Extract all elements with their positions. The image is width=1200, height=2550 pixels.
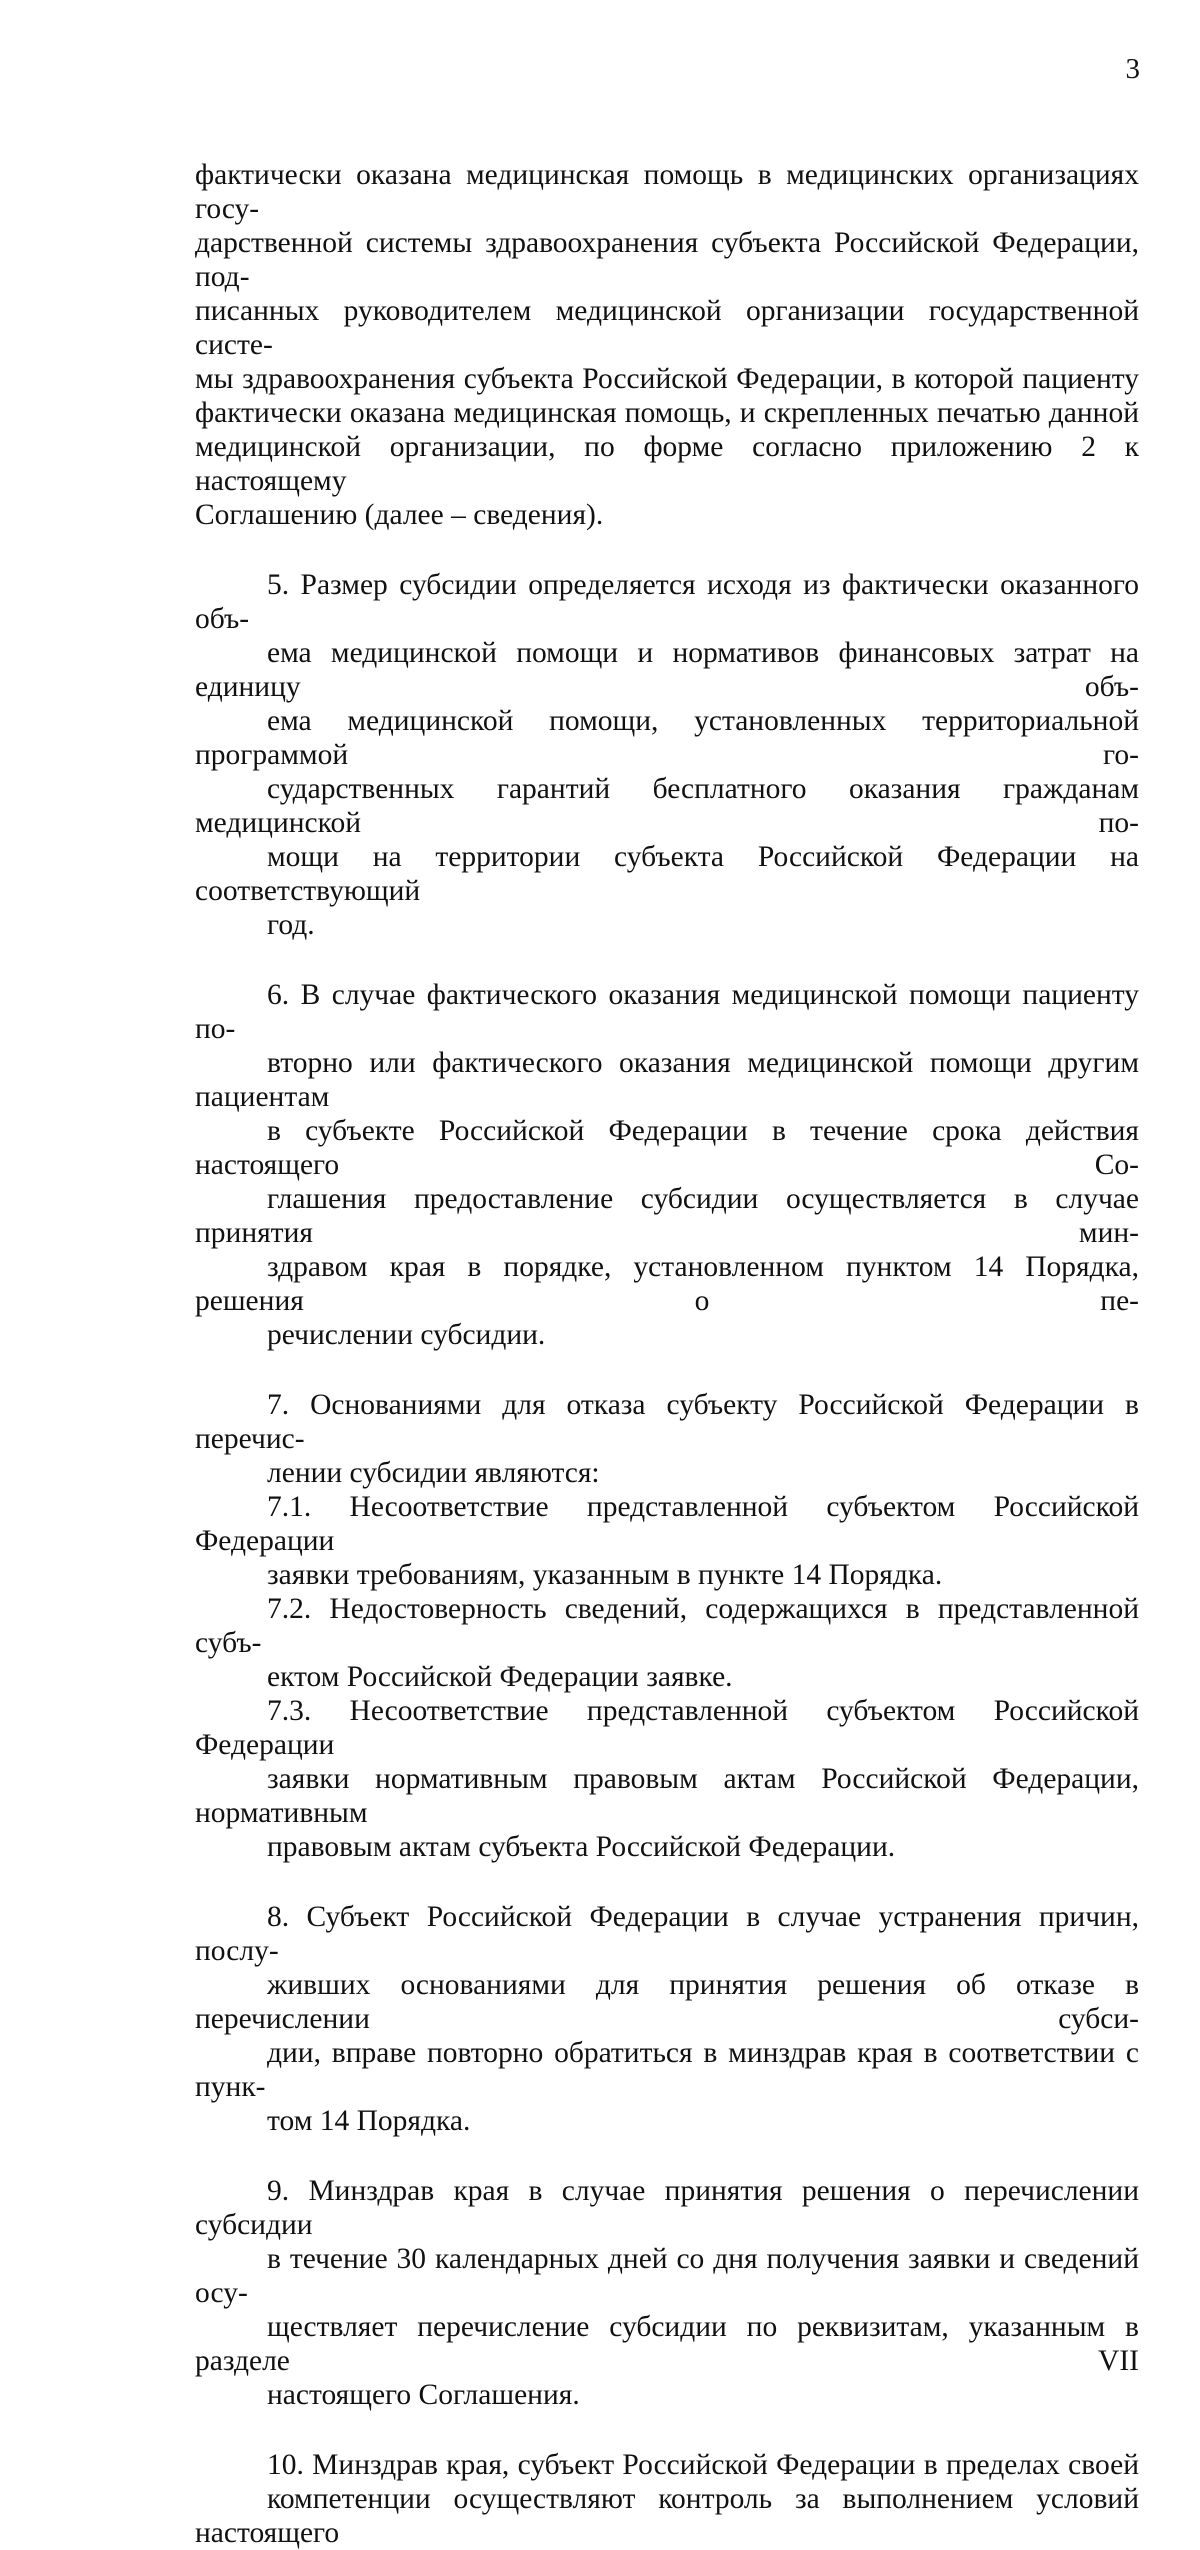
- text-line: ема медицинской помощи и нормативов финансовых затрат на единицу объ-: [195, 637, 1139, 703]
- text-line: мы здравоохранения субъекта Российской Федерации, в которой пациенту: [195, 363, 1139, 395]
- text-line: дарственной системы здравоохранения субъекта Российской Федерации, под-: [195, 227, 1139, 293]
- text-line: заявки требованиям, указанным в пункте 14 Порядка.: [267, 1559, 943, 1591]
- paragraph-item-10: [195, 2448, 1139, 2550]
- text-line: медицинской организации, по форме согласно приложению 2 к настоящему: [195, 431, 1139, 497]
- text-line: лении субсидии являются:: [267, 1457, 600, 1489]
- text-line: 6. В случае фактического оказания медицинской помощи пациенту по-: [195, 979, 1139, 1045]
- text-line: 10. Минздрав края, субъект Российской Федерации в пределах своей: [267, 2449, 1139, 2481]
- text-line: фактически оказана медицинская помощь, и скрепленных печатью данной: [195, 397, 1139, 429]
- document-body: [195, 158, 1139, 2550]
- paragraph-item-7-1: [195, 1490, 1139, 1592]
- text-line: дии, вправе повторно обратиться в минздрав края в соответствии с пунк-: [195, 2037, 1139, 2103]
- paragraph-item-7-3: [195, 1694, 1139, 1864]
- paragraph-item-9: [195, 2174, 1139, 2412]
- text-line: компетенции осуществляют контроль за выполнением условий настоящего: [195, 2483, 1139, 2549]
- text-line: живших основаниями для принятия решения об отказе в перечислении субси-: [195, 1969, 1139, 2035]
- text-line: 7. Основаниями для отказа субъекту Российской Федерации в перечис-: [195, 1389, 1139, 1455]
- text-line: 9. Минздрав края в случае принятия решения о перечислении субсидии: [195, 2175, 1139, 2241]
- text-line: 5. Размер субсидии определяется исходя из фактически оказанного объ-: [195, 569, 1139, 635]
- text-line: 7.1. Несоответствие представленной субъектом Российской Федерации: [195, 1491, 1139, 1557]
- paragraph-item-6: [195, 978, 1139, 1352]
- text-line: сударственных гарантий бесплатного оказания гражданам медицинской по-: [195, 773, 1139, 839]
- text-line: мощи на территории субъекта Российской Федерации на соответствующий: [195, 841, 1139, 907]
- text-line: 7.2. Недостоверность сведений, содержащихся в представленной субъ-: [195, 1593, 1139, 1659]
- text-line: в течение 30 календарных дней со дня получения заявки и сведений осу-: [195, 2243, 1139, 2309]
- text-line: год.: [267, 909, 315, 941]
- text-line: 8. Субъект Российской Федерации в случае устранения причин, послу-: [195, 1901, 1139, 1967]
- text-line: ема медицинской помощи, установленных территориальной программой го-: [195, 705, 1139, 771]
- text-line: фактически оказана медицинская помощь в медицинских организациях госу-: [195, 159, 1139, 225]
- paragraph-item-8: [195, 1900, 1139, 2138]
- paragraph-continuation: [195, 158, 1139, 532]
- text-line: 7.3. Несоответствие представленной субъектом Российской Федерации: [195, 1695, 1139, 1761]
- paragraph-item-7-2: [195, 1592, 1139, 1694]
- text-line: вторно или фактического оказания медицинской помощи другим пациентам: [195, 1047, 1139, 1113]
- page-number: 3: [1125, 53, 1140, 85]
- paragraph-item-7: [195, 1388, 1139, 1490]
- text-line: заявки нормативным правовым актам Российской Федерации, нормативным: [195, 1763, 1139, 1829]
- text-line: том 14 Порядка.: [267, 2105, 471, 2137]
- text-line: здравом края в порядке, установленном пунктом 14 Порядка, решения о пе-: [195, 1251, 1139, 1317]
- text-line: ектом Российской Федерации заявке.: [267, 1661, 733, 1693]
- text-line: в субъекте Российской Федерации в течение срока действия настоящего Со-: [195, 1115, 1139, 1181]
- text-line: речислении субсидии.: [267, 1319, 546, 1351]
- text-line: настоящего Соглашения.: [267, 2379, 580, 2411]
- text-line: правовым актам субъекта Российской Федерации.: [267, 1831, 896, 1863]
- text-line: глашения предоставление субсидии осуществляется в случае принятия мин-: [195, 1183, 1139, 1249]
- paragraph-item-5: [195, 568, 1139, 942]
- text-line: Соглашению (далее – сведения).: [195, 499, 604, 531]
- text-line: писанных руководителем медицинской организации государственной систе-: [195, 295, 1139, 361]
- text-line: ществляет перечисление субсидии по реквизитам, указанным в разделе VII: [195, 2311, 1139, 2377]
